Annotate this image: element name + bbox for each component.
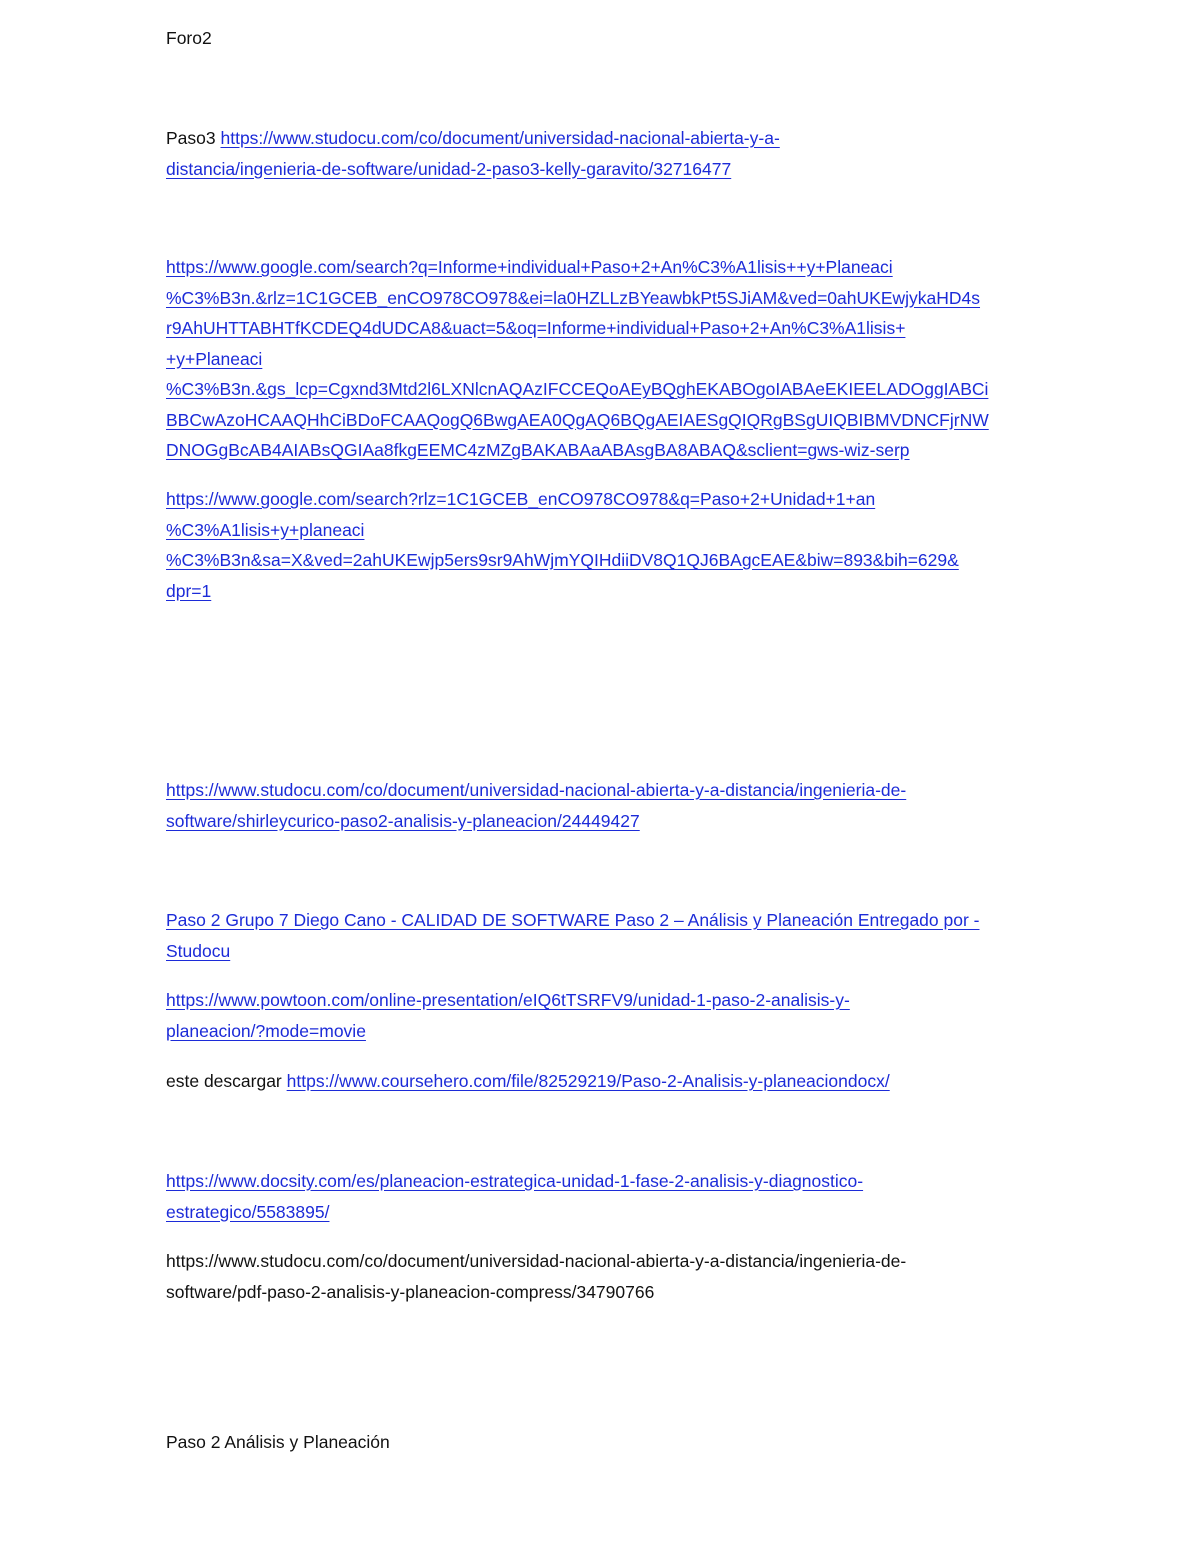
paso3-link-line-1[interactable]: https://www.studocu.com/co/document/universidad-nacional-abierta-y-a- (220, 128, 780, 148)
google-link-1-line-2[interactable]: %C3%B3n.&rlz=1C1GCEB_enCO978CO978&ei=la0HZLLzBYeawbkPt5SJiAM&ved=0ahUKEwjykaHD4s (166, 287, 981, 308)
google-link-1-line-3[interactable]: r9AhUHTTABHTfKCDEQ4dUDCA8&uact=5&oq=Informe+individual+Paso+2+An%C3%A1lisis+ (166, 318, 906, 338)
docsity-link-line-1[interactable]: https://www.docsity.com/es/planeacion-estrategica-unidad-1-fase-2-analisis-y-diagnostico- (166, 1171, 864, 1191)
coursehero-paragraph (166, 1066, 1046, 1097)
docsity-link-line-2[interactable]: estrategico/5583895/ (166, 1201, 330, 1222)
studocu-plain-url (166, 1246, 1046, 1307)
powtoon-link-line-1[interactable]: https://www.powtoon.com/online-presentation/eIQ6tTSRFV9/unidad-1-paso-2-analisis-y- (166, 990, 850, 1010)
footer-title (166, 1427, 1046, 1458)
paso3-link-line-2[interactable]: distancia/ingenieria-de-software/unidad-2-paso3-kelly-garavito/32716477 (166, 158, 732, 179)
page-header (166, 23, 1046, 54)
google-link-1-line-4[interactable]: +y+Planeaci (166, 348, 263, 369)
google-link-2-line-4[interactable]: dpr=1 (166, 580, 212, 601)
powtoon-link[interactable] (166, 985, 1046, 1046)
powtoon-link-line-2[interactable]: planeacion/?mode=movie (166, 1020, 366, 1041)
studocu-title-link[interactable] (166, 905, 1046, 966)
google-link-2-line-2[interactable]: %C3%A1lisis+y+planeaci (166, 519, 365, 540)
docsity-link[interactable] (166, 1166, 1046, 1227)
coursehero-label: este descargar (166, 1071, 287, 1091)
coursehero-link[interactable]: https://www.coursehero.com/file/82529219/Paso-2-Analisis-y-planeaciondocx/ (286, 1071, 890, 1091)
google-search-link-1[interactable] (166, 252, 1046, 466)
studocu-plain-line-2: software/pdf-paso-2-analisis-y-planeacion-compress/34790766 (166, 1281, 655, 1302)
google-link-1-line-1[interactable]: https://www.google.com/search?q=Informe+individual+Paso+2+An%C3%A1lisis++y+Planeaci (166, 257, 893, 277)
footer-title-text: Paso 2 Análisis y Planeación (166, 1432, 390, 1452)
google-link-2-line-3[interactable]: %C3%B3n&sa=X&ved=2ahUKEwjp5ers9sr9AhWjmYQIHdiiDV8Q1QJ6BAgcEAE&biw=893&bih=629& (166, 550, 959, 570)
studocu-link-shirley[interactable] (166, 775, 1046, 836)
studocu-title-line-1[interactable]: Paso 2 Grupo 7 Diego Cano - CALIDAD DE SOFTWARE Paso 2 – Análisis y Planeación Entregado por - (166, 910, 980, 930)
studocu-title-line-2[interactable]: Studocu (166, 940, 231, 961)
google-link-1-line-5[interactable]: %C3%B3n.&gs_lcp=Cgxnd3Mtd2l6LXNlcnAQAzIFCCEQoAEyBQghEKABOgoIABAeEKIEELADOggIABCi (166, 379, 989, 399)
paso3-label: Paso3 (166, 128, 221, 148)
studocu-link-2-line-2[interactable]: software/shirleycurico-paso2-analisis-y-planeacion/24449427 (166, 810, 640, 831)
paso3-paragraph (166, 123, 1046, 184)
google-link-1-line-6[interactable]: BBCwAzoHCAAQHhCiBDoFCAAQogQ6BwgAEA0QgAQ6BQgAEIAESgQIQRgBSgUIQBIBMVDNCFjrNW (166, 409, 989, 430)
studocu-plain-line-1: https://www.studocu.com/co/document/universidad-nacional-abierta-y-a-distancia/ingenieria-de- (166, 1251, 907, 1271)
google-link-1-line-7[interactable]: DNOGgBcAB4AIABsQGIAa8fkgEEMC4zMZgBAKABAaABAsgBA8ABAQ&sclient=gws-wiz-serp (166, 440, 910, 460)
google-link-2-line-1[interactable]: https://www.google.com/search?rlz=1C1GCEB_enCO978CO978&q=Paso+2+Unidad+1+an (166, 489, 876, 509)
header-text: Foro2 (166, 28, 212, 48)
studocu-link-2-line-1[interactable]: https://www.studocu.com/co/document/universidad-nacional-abierta-y-a-distancia/ingenieria-de- (166, 780, 907, 800)
google-search-link-2[interactable] (166, 484, 1046, 606)
